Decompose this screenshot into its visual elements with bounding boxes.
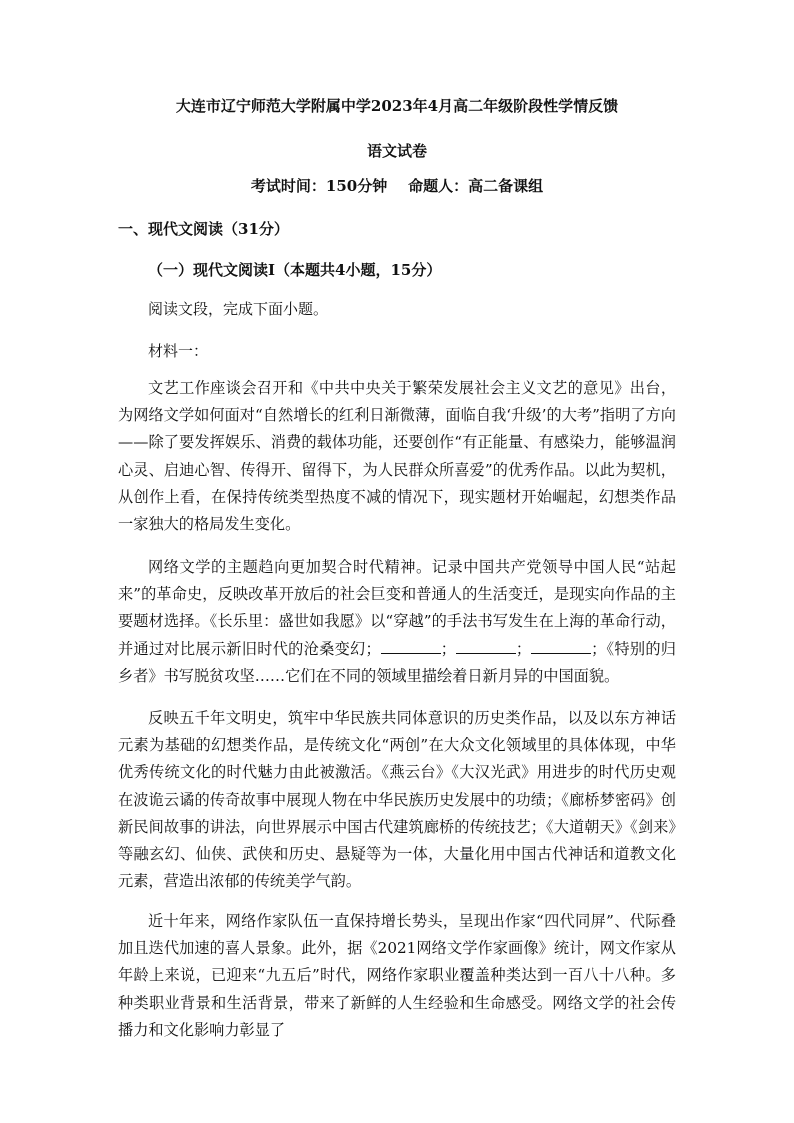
blank-separator-1: ；	[440, 639, 456, 658]
paragraph-2	[118, 554, 676, 690]
paragraph-3: 反映五千年文明史，筑牢中华民族共同体意识的历史类作品，以及以东方神话元素为基础的幻想类作品，是传统文化“两创”在大众文化领域里的具体体现，中华优秀传统文化的时代魅力由此被激活。《燕云台》《大汉光武》用进步的时代历史观在波诡云谲的传奇故事中展现人物在中华民族历史发展中的功绩；《廊桥梦密码》创新民间故事的讲法，向世界展示中国古代建筑廊桥的传统技艺；《大道朝天》《剑来》等融玄幻、仙侠、武侠和历史、悬疑等为一体，大量化用中国古代神话和道教文化元素，营造出浓郁的传统美学气韵。	[118, 709, 676, 891]
fill-blank-2[interactable]	[456, 639, 516, 654]
paragraph-2-text-a: 网络文学的主题趋向更加契合时代精神。记录中国共产党领导中国人民“站起来”的革命史，反映改革开放后的社会巨变和普通人的生活变迁，是现实向作品的主要题材选择。《长乐里：盛世如我愿》以“穿越”的手法书写发生在上海的革命行动，并通过对比展示新旧时代的沧桑变幻；	[118, 558, 676, 658]
material-label: 材料一：	[148, 342, 209, 360]
paragraph-1: 文艺工作座谈会召开和《中共中央关于繁荣发展社会主义文艺的意见》出台，为网络文学如何面对“自然增长的红利日渐微薄，面临自我‘升级’的大考”指明了方向——除了要发挥娱乐、消费的载体功能，还要创作“有正能量、有感染力，能够温润心灵、启迪心智、传得开、留得下，为人民群众所喜爱”的优秀作品。以此为契机，从创作上看，在保持传统类型热度不减的情况下，现实题材开始崛起，幻想类作品一家独大的格局发生变化。	[118, 379, 676, 534]
sub-section-heading: （一）现代文阅读Ⅰ（本题共4小题，15分）	[148, 261, 442, 279]
exam-subject: 语文试卷	[366, 142, 427, 160]
blank-separator-2: ；	[515, 639, 532, 658]
paragraph-4: 近十年来，网络作家队伍一直保持增长势头，呈现出作家“四代同屏”、代际叠加且迭代加速的喜人景象。此外，据《2021网络文学作家画像》统计，网文作家从年龄上来说，已迎来“九五后”时代，网络作家职业覆盖种类达到一百八十八种。多种类职业背景和生活背景，带来了新鲜的人生经验和生命感受。网络文学的社会传播力和文化影响力彰显了	[118, 912, 676, 1039]
reading-instruction: 阅读文段，完成下面小题。	[148, 300, 329, 318]
fill-blank-3[interactable]	[531, 639, 591, 654]
section-heading: 一、现代文阅读（31分）	[118, 220, 289, 238]
fill-blank-1[interactable]	[381, 639, 441, 654]
paragraph-2-text-b: ；《特别的归乡者》书写脱贫攻坚……它们在不同的领域里描绘着日新月异的中国面貌。	[118, 639, 676, 685]
exam-title: 大连市辽宁师范大学附属中学2023年4月高二年级阶段性学情反馈	[175, 97, 619, 115]
exam-info: 考试时间：150分钟 命题人：高二备课组	[250, 177, 544, 195]
